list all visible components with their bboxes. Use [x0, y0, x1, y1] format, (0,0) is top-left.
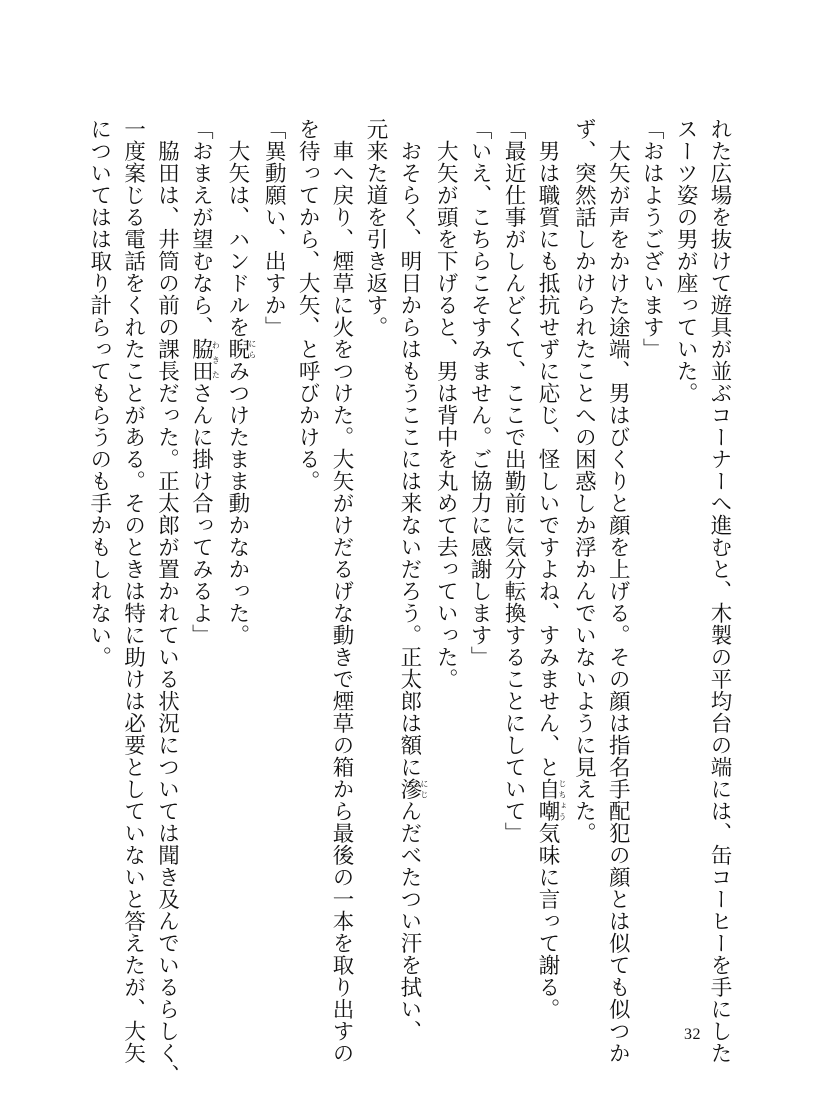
text-line: についてはは取り計らってもらうのも手かもしれない。 [86, 118, 112, 668]
ruby-annotation: 睨にら [224, 338, 257, 360]
ruby-reading: にじ [419, 778, 429, 800]
text-line: 元来た道を引き返す。 [362, 118, 388, 338]
ruby-annotation: 脇田わきた [188, 338, 221, 382]
text-line: 「異動願い、出すか」 [261, 118, 287, 338]
ruby-annotation: 滲にじ [396, 778, 429, 800]
text-line: スーツ姿の男が座っていた。 [673, 118, 699, 404]
page-number: 32 [684, 1026, 701, 1043]
text-line: 「最近仕事がしんどくて、ここで出勤前に気分転換することにしていて」 [501, 118, 527, 844]
text-line: 大矢は、ハンドルを睨にらみつけたまま動かなかった。 [224, 118, 257, 646]
text-line: 「おはようございます」 [639, 118, 665, 360]
ruby-reading: わきた [211, 338, 221, 382]
text-line: を待ってから、大矢、と呼びかける。 [295, 118, 321, 492]
text-line: 大矢が頭を下げると、男は背中を丸めて去っていった。 [433, 118, 459, 690]
text-line: れた広場を抜けて遊具が並ぶコーナーへ進むと、木製の平均台の端には、缶コーヒーを手にした [707, 118, 732, 1064]
ruby-annotation: 自嘲じちょう [534, 778, 567, 822]
ruby-reading: じちょう [557, 778, 567, 822]
text-line: 車へ戻り、煙草に火をつけた。大矢がけだるげな動きで煙草の箱から最後の一本を取り出すの [329, 118, 355, 1064]
text-line: 大矢が声をかけた途端、男はびくりと顔を上げる。その顔は指名手配犯の顔とは似ても似つか [605, 118, 631, 1064]
ruby-reading: にら [247, 338, 257, 360]
text-line: 脇田は、井筒の前の課長だった。正太郎が置かれている状況については聞き及んでいるらしく、 [154, 118, 180, 1086]
text-line: ず、突然話しかけられたことへの困惑しか浮かんでいないように見えた。 [571, 118, 597, 844]
text-line: 一度案じる電話をくれたことがある。そのときは特に助けは必要としていないと答えたが、大矢 [120, 118, 146, 1064]
text-line: おそらく、明日からはもうここには来ないだろう。正太郎は額に滲にじんだべたつい汗を拭い、 [396, 118, 429, 1042]
text-line: 男は職質にも抵抗せずに応じ、怪しいですよね、すみません、と自嘲じちょう気味に言って謝る。 [534, 118, 567, 1020]
text-line: 「おまえが望むなら、脇田わきたさんに掛け合ってみるよ」 [188, 118, 221, 646]
text-line: 「いえ、こちらこそすみません。ご協力に感謝します」 [467, 118, 493, 668]
